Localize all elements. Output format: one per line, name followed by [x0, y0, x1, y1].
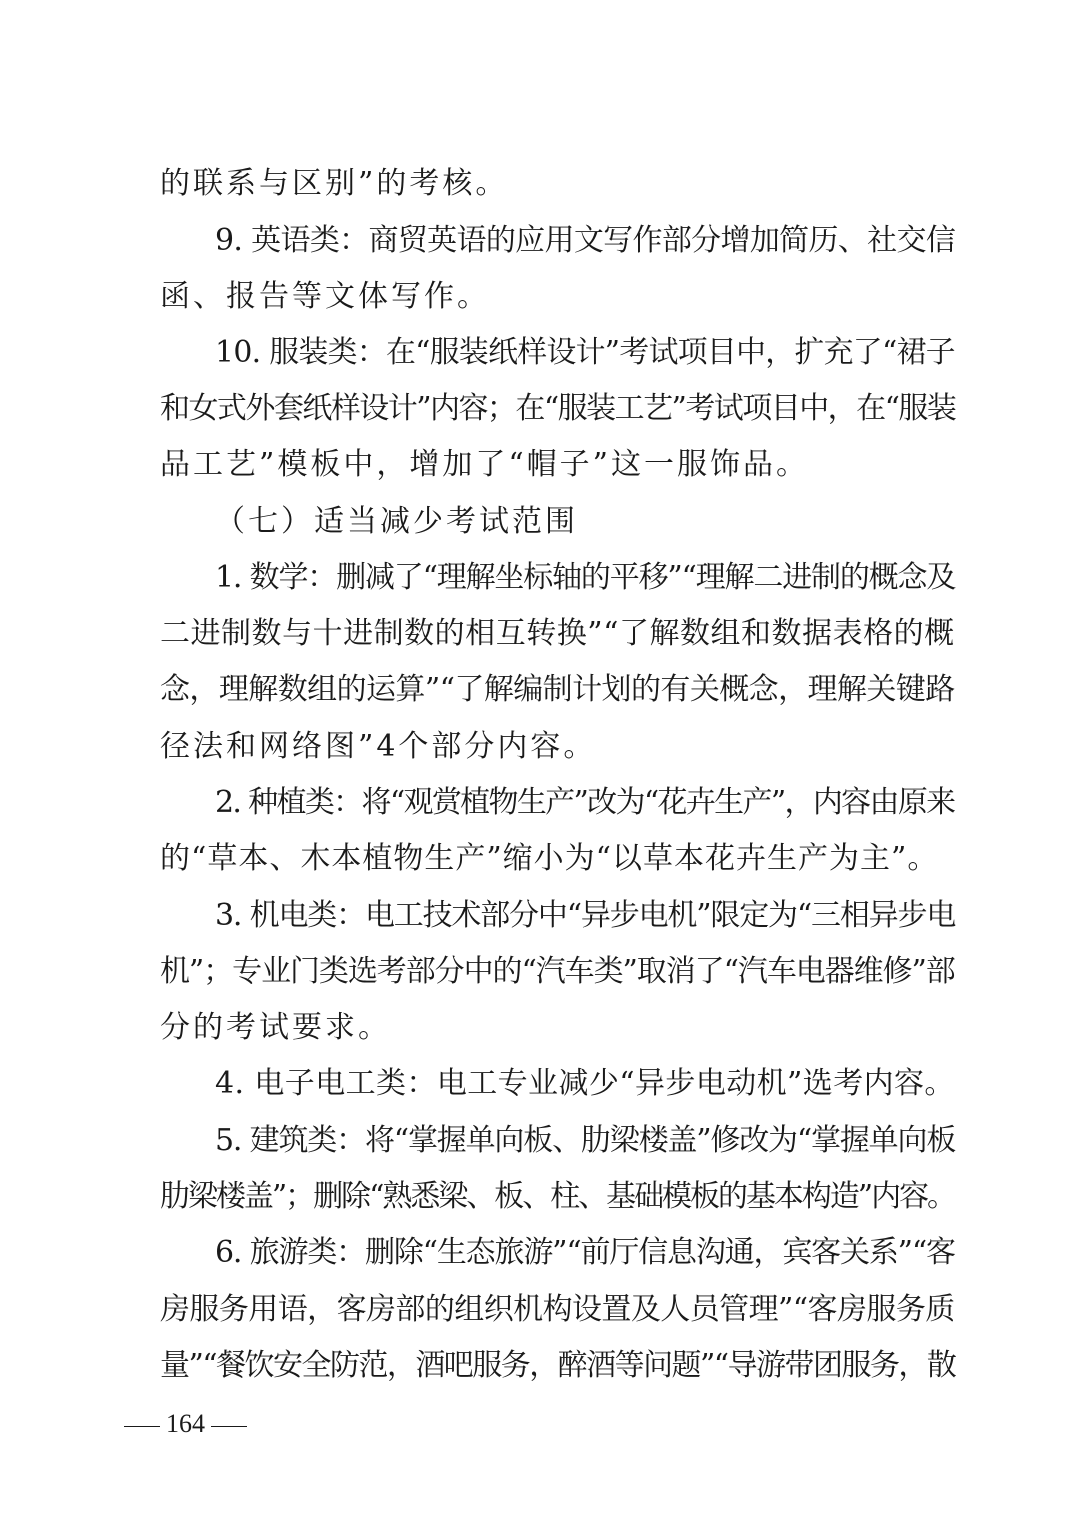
paragraph-line: 量”“餐饮安全防范，酒吧服务，醉酒等问题”“导游带团服务，散	[160, 1348, 956, 1383]
paragraph-line: 的“草本、木本植物生产”缩小为“以草本花卉生产为主”。	[160, 841, 939, 876]
paragraph-line: 2. 种植类：将“观赏植物生产”改为“花卉生产”，内容由原来	[215, 785, 955, 820]
paragraph-line: 6. 旅游类：删除“生态旅游”“前厅信息沟通，宾客关系”“客	[215, 1235, 955, 1270]
paragraph-line: 3. 机电类：电工技术部分中“异步电机”限定为“三相异步电	[215, 898, 956, 933]
paragraph-line: 机”；专业门类选考部分中的“汽车类”取消了“汽车电器维修”部	[160, 954, 955, 989]
page-number: 164	[166, 1409, 205, 1438]
paragraph-line: 分的考试要求。	[160, 1010, 391, 1045]
page-footer	[118, 1406, 253, 1442]
paragraph-line: 和女式外套纸样设计”内容；在“服装工艺”考试项目中，在“服装	[160, 391, 956, 426]
paragraph-line: 品工艺”模板中，增加了“帽子”这一服饰品。	[160, 447, 810, 482]
paragraph-line: 5. 建筑类：将“掌握单向板、肋梁楼盖”修改为“掌握单向板	[215, 1123, 956, 1158]
section-heading: （七）适当减少考试范围	[215, 504, 578, 539]
paragraph-line: 9. 英语类：商贸英语的应用文写作部分增加简历、社交信	[215, 223, 956, 258]
paragraph-line: 1. 数学：删减了“理解坐标轴的平移”“理解二进制的概念及	[215, 560, 956, 595]
footer-dash-left	[124, 1426, 160, 1427]
paragraph-line: 径法和网络图”4个部分内容。	[160, 729, 597, 764]
paragraph-line: 二进制数与十进制数的相互转换”“了解数组和数据表格的概	[160, 616, 955, 651]
paragraph-line: 肋梁楼盖”；删除“熟悉梁、板、柱、基础模板的基本构造”内容。	[160, 1179, 956, 1214]
paragraph-line: 4. 电子电工类：电工专业减少“异步电动机”选考内容。	[215, 1066, 955, 1101]
paragraph-line: 房服务用语，客房部的组织机构设置及人员管理”“客房服务质	[160, 1292, 955, 1327]
paragraph-line: 念，理解数组的运算”“了解编制计划的有关概念，理解关键路	[160, 672, 955, 707]
footer-dash-right	[211, 1426, 247, 1427]
paragraph-line: 函、报告等文体写作。	[160, 279, 490, 314]
paragraph-line: 10. 服装类：在“服装纸样设计”考试项目中，扩充了“裙子	[215, 335, 955, 370]
paragraph-line: 的联系与区别”的考核。	[160, 166, 509, 201]
